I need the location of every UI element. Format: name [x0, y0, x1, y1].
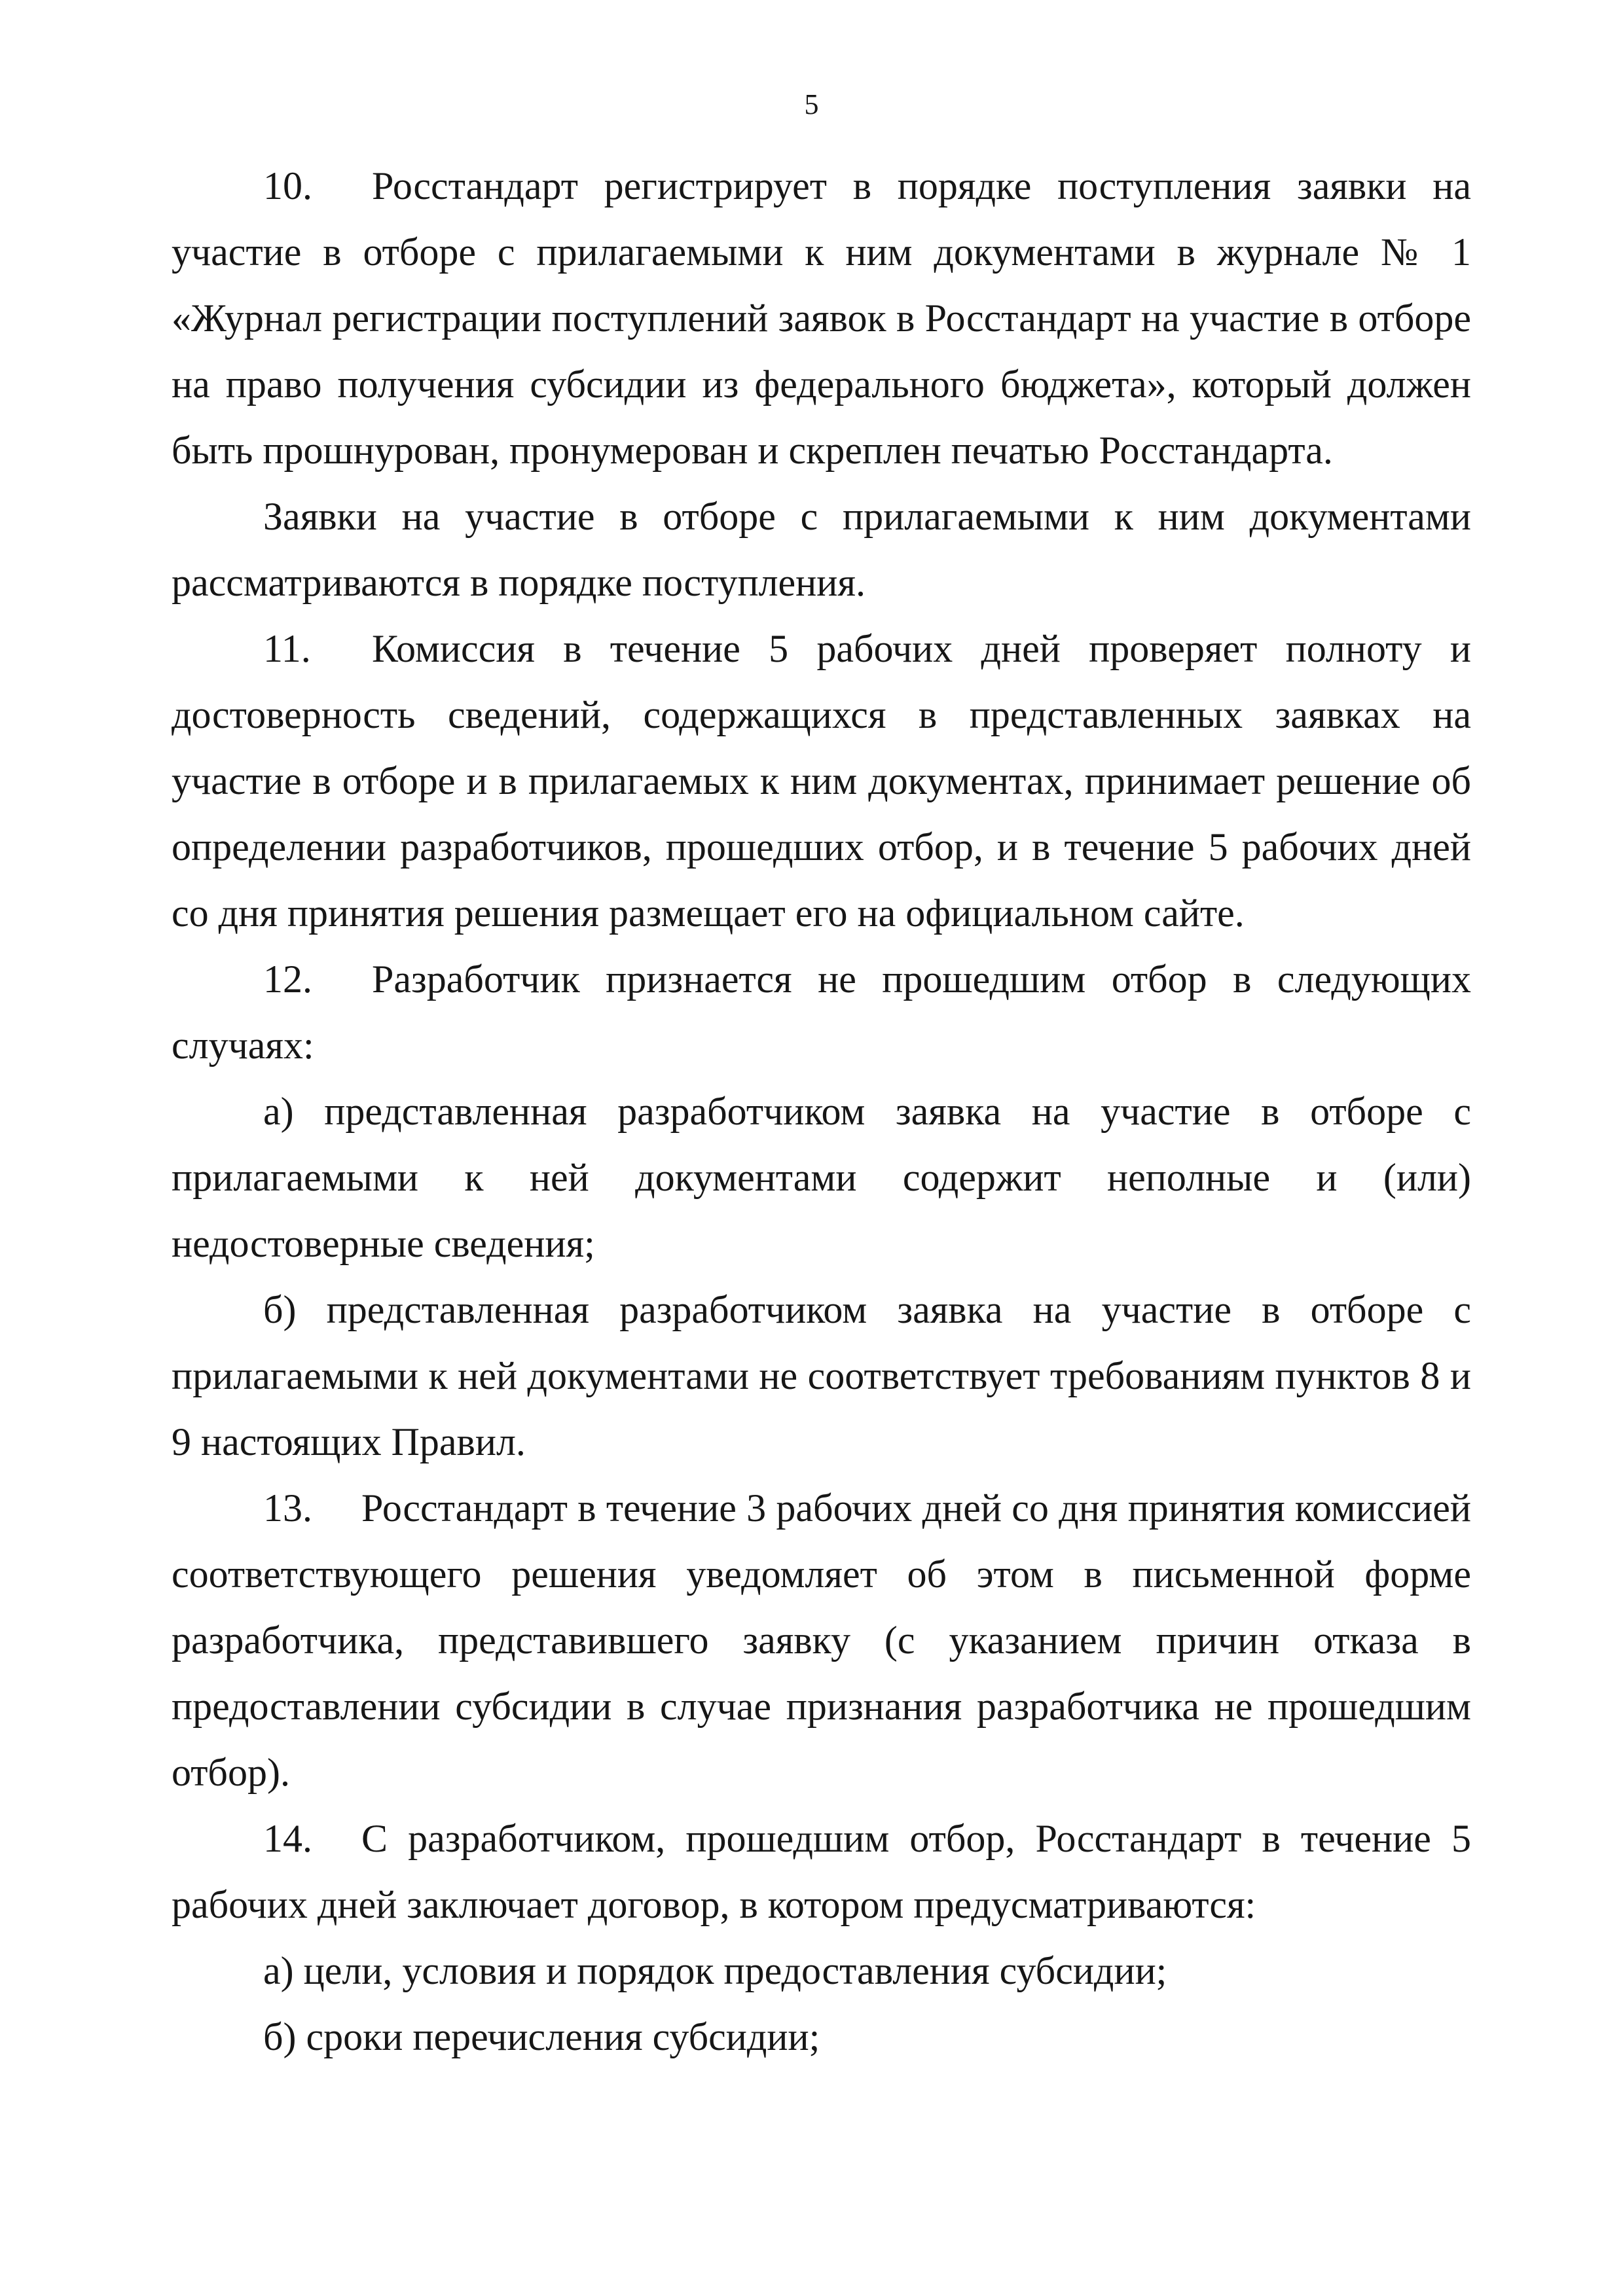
paragraph-12-item-a — [172, 1079, 1471, 1277]
document-body — [172, 153, 1471, 2070]
paragraph-text: б) сроки перечисления субсидии; — [263, 2015, 820, 2058]
paragraph-text: Заявки на участие в отборе с прилагаемыми к ним документами рассматриваются в порядке поступления. — [172, 495, 1471, 604]
paragraph-number: 14. — [263, 1817, 312, 1860]
page-number: 5 — [804, 88, 819, 120]
paragraph-text: С разработчиком, прошедшим отбор, Росстандарт в течение 5 рабочих дней заключает договор, в котором предусматриваются: — [172, 1817, 1471, 1926]
paragraph-text: б) представленная разработчиком заявка на участие в отборе с прилагаемыми к ней документами не соответствует требованиям пунктов 8 и 9 настоящих Правил. — [172, 1288, 1471, 1463]
paragraph-11 — [172, 616, 1471, 946]
paragraph-text: Росстандарт регистрирует в порядке поступления заявки на участие в отборе с прилагаемыми к ним документами в журнале № 1 «Журнал регистрации поступлений заявок в Росстандарт на участие в отборе на право получения субсидии из федерального бюджета», который должен быть прошнурован, пронумерован и скреплен печатью Росстандарта. — [172, 164, 1471, 472]
paragraph-10 — [172, 153, 1471, 484]
paragraph-12 — [172, 946, 1471, 1079]
paragraph-text: Комиссия в течение 5 рабочих дней проверяет полноту и достоверность сведений, содержащихся в представленных заявках на участие в отборе и в прилагаемых к ним документах, принимает решение об определении разработчиков, прошедших отбор, и в течение 5 рабочих дней со дня принятия решения размещает его на официальном сайте. — [172, 627, 1471, 935]
paragraph-text: а) представленная разработчиком заявка на участие в отборе с прилагаемыми к ней документами содержит неполные и (или) недостоверные сведения; — [172, 1090, 1471, 1265]
paragraph-number: 11. — [263, 627, 311, 670]
paragraph-number: 12. — [263, 958, 312, 1001]
paragraph-number: 13. — [263, 1486, 312, 1530]
paragraph-12-item-b — [172, 1277, 1471, 1475]
paragraph-14-item-b — [172, 2004, 1471, 2070]
paragraph-14-item-a — [172, 1938, 1471, 2004]
paragraph-14 — [172, 1806, 1471, 1938]
paragraph-10-continued — [172, 484, 1471, 616]
paragraph-13 — [172, 1475, 1471, 1806]
paragraph-number: 10. — [263, 164, 312, 207]
paragraph-text: Разработчик признается не прошедшим отбор в следующих случаях: — [172, 958, 1471, 1067]
paragraph-text: а) цели, условия и порядок предоставления субсидии; — [263, 1949, 1167, 1992]
paragraph-text: Росстандарт в течение 3 рабочих дней со дня принятия комиссией соответствующего решения уведомляет об этом в письменной форме разработчика, представившего заявку (с указанием причин отказа в предоставлении субсидии в случае признания разработчика не прошедшим отбор). — [172, 1486, 1471, 1794]
